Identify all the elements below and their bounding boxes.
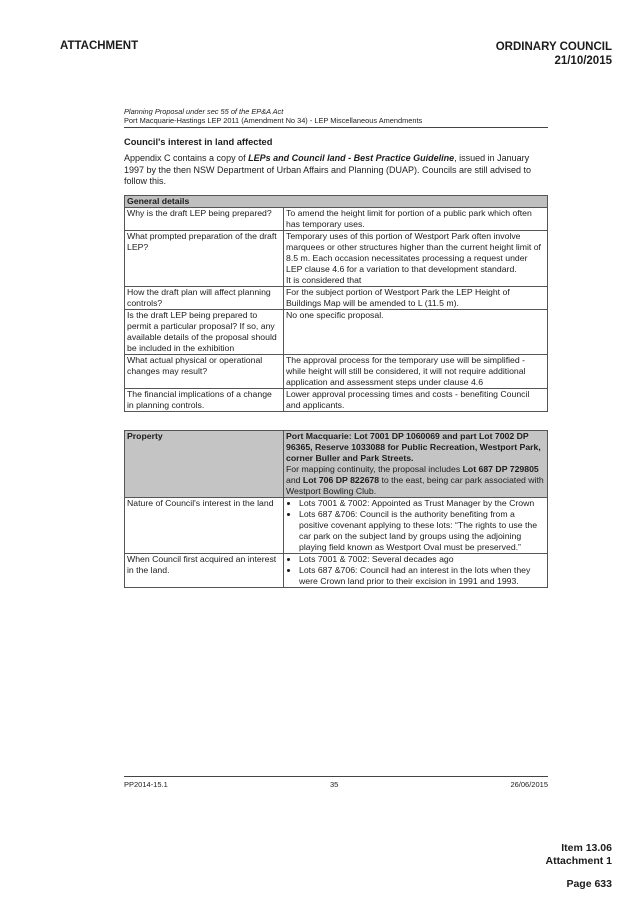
property-details	[284, 430, 548, 497]
bullet-list	[286, 498, 545, 553]
mapping-note-mid: and	[286, 474, 303, 485]
general-details-table	[124, 195, 548, 412]
answer-cell: Lower approval processing times and costs - benefiting Council and applicants.	[284, 388, 548, 411]
table-row	[125, 309, 548, 354]
answer-cell	[284, 553, 548, 587]
attachment-number: Attachment 1	[545, 855, 612, 867]
table-row	[125, 388, 548, 411]
attachment-reference	[545, 842, 612, 891]
property-lots: Port Macquarie: Lot 7001 DP 1060069 and part Lot 7002 DP 96365, Reserve 1033088 for Public Recreation, Westport Park, corner Buller and Park Streets.	[286, 430, 541, 463]
doc-header-title: Planning Proposal under sec 55 of the EP&A Act	[124, 107, 284, 116]
table-row	[125, 286, 548, 309]
meeting-name: ORDINARY COUNCIL	[495, 41, 612, 53]
list-item: • Lots 7001 & 7002: Several decades ago	[299, 554, 545, 565]
bullet-list	[286, 554, 545, 587]
page-number: Page 633	[566, 878, 612, 890]
question-cell: Nature of Council's interest in the land	[125, 497, 284, 553]
answer-cell: For the subject portion of Westport Park the LEP Height of Buildings Map will be amended to L (11.5 m).	[284, 286, 548, 309]
mapping-note-pre: For mapping continuity, the proposal includes	[286, 463, 463, 474]
document-page	[124, 107, 548, 588]
answer-cell	[284, 497, 548, 553]
answer-cell	[284, 230, 548, 286]
mapping-note-post: to the east, being car park associated with Westport Bowling Club.	[286, 474, 544, 496]
question-cell: Why is the draft LEP being prepared?	[125, 207, 284, 230]
question-cell: What prompted preparation of the draft LEP?	[125, 230, 284, 286]
property-table	[124, 430, 548, 588]
table-row	[125, 497, 548, 553]
table-row	[125, 230, 548, 286]
question-cell: The financial implications of a change in planning controls.	[125, 388, 284, 411]
mapping-note	[286, 464, 545, 497]
question-cell: Is the draft LEP being prepared to permit a particular proposal? If so, any available details of the proposal should be included in the exhibition	[125, 309, 284, 354]
answer-text-continued: It is considered that	[286, 274, 362, 285]
question-cell: What actual physical or operational changes may result?	[125, 354, 284, 388]
table-row	[125, 207, 548, 230]
meeting-date: 21/10/2015	[554, 55, 612, 67]
lot-706: Lot 706 DP 822678	[302, 474, 380, 485]
answer-cell: To amend the height limit for portion of a public park which often has temporary uses.	[284, 207, 548, 230]
intro-text-post: , issued in January 1997 by the then NSW Department of Urban Affairs and Planning (DUAP). Councils are still advised to follow this.	[124, 153, 532, 186]
section-title: Council's interest in land affected	[124, 137, 273, 147]
meeting-info	[496, 40, 612, 68]
list-item: • Lots 687 &706: Council had an interest in the lots when they were Crown land prior to their excision in 1991 and 1993.	[299, 565, 545, 587]
general-details-heading: General details	[125, 195, 548, 207]
footer-page-number: 35	[330, 780, 339, 789]
list-item: • Lots 687 &706: Council is the authority benefiting from a positive covenant applying to these lots: “The rights to use the car park on the subject land by groups using the adjoining playing field known as Westport Oval must be preserved.”	[299, 509, 545, 553]
attachment-label: ATTACHMENT	[60, 40, 139, 52]
lot-687: Lot 687 DP 729805	[462, 463, 539, 474]
question-cell: When Council first acquired an interest in the land.	[125, 553, 284, 587]
footer-date: 26/06/2015	[510, 780, 548, 789]
table-row	[125, 553, 548, 587]
doc-header-subtitle: Port Macquarie-Hastings LEP 2011 (Amendment No 34) - LEP Miscellaneous Amendments	[124, 116, 548, 128]
list-item: • Lots 7001 & 7002: Appointed as Trust Manager by the Crown	[299, 498, 545, 509]
guideline-title: LEPs and Council land - Best Practice Guideline	[248, 153, 455, 163]
answer-cell: The approval process for the temporary use will be simplified - while height will still be considered, it will not require additional application and assessment steps under clause 4.6	[284, 354, 548, 388]
item-number: Item 13.06	[561, 842, 612, 854]
footer-reference: PP2014-15.1	[124, 780, 168, 789]
property-label: Property	[125, 430, 284, 497]
doc-footer	[124, 776, 548, 789]
table-row	[125, 354, 548, 388]
question-cell: How the draft plan will affect planning controls?	[125, 286, 284, 309]
answer-cell: No one specific proposal.	[284, 309, 548, 354]
intro-text-pre: Appendix C contains a copy of	[124, 153, 249, 163]
section-intro	[124, 153, 548, 188]
answer-text: Temporary uses of this portion of Westport Park often involve marquees or other structures higher than the current height limit of 8.5 m. Each occasion necessitates processing a request under LEP clause 4.6 for a variation to that development standard.	[286, 230, 541, 274]
property-row	[125, 430, 548, 497]
